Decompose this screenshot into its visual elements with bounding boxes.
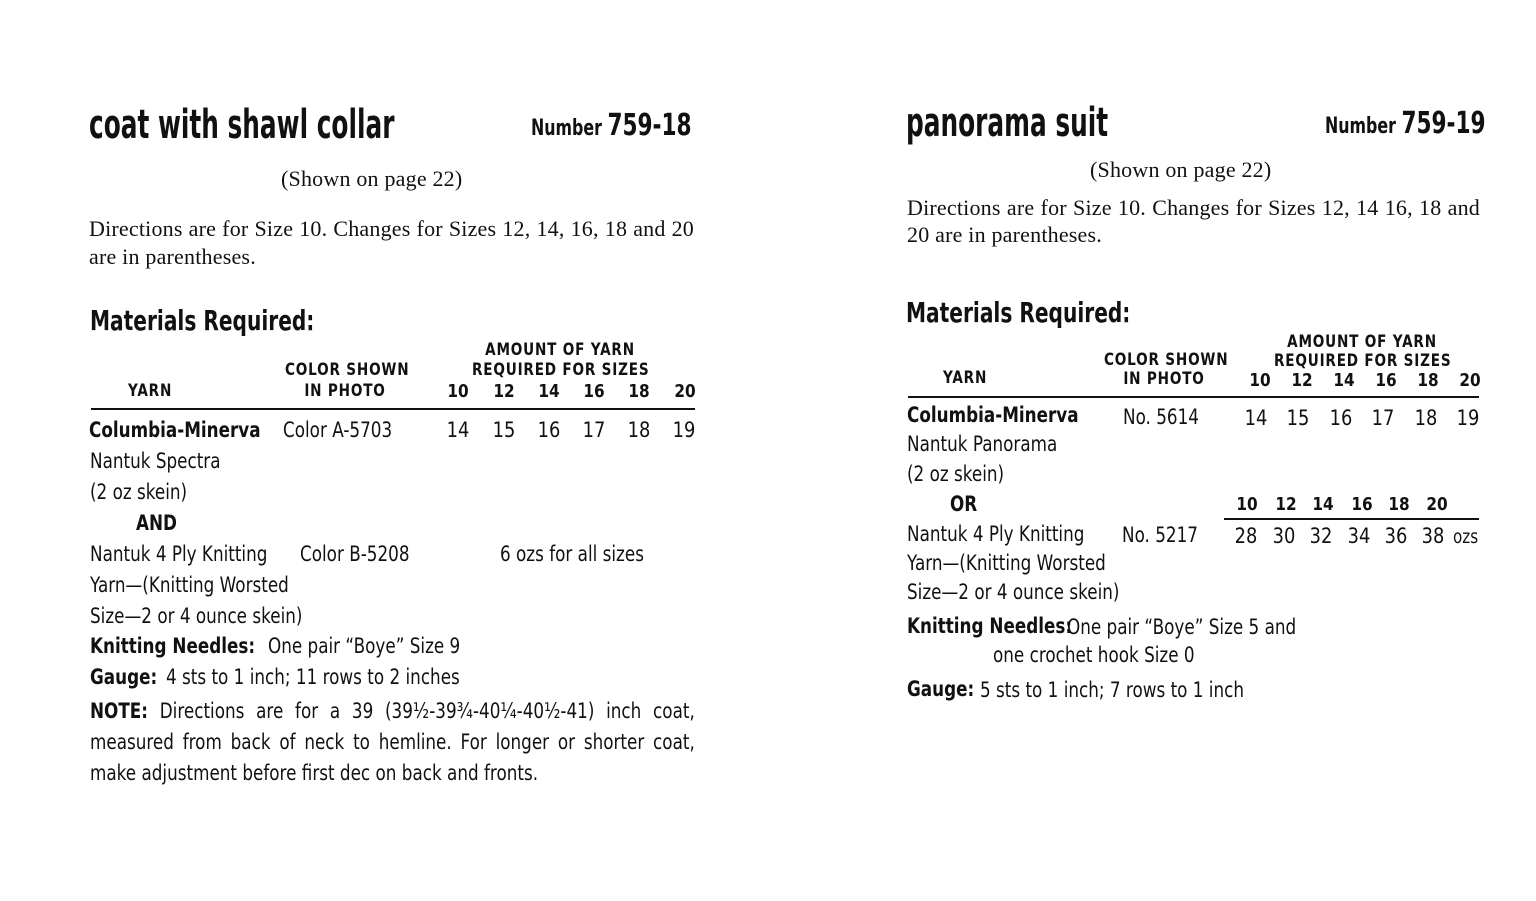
right-size-header: 14: [1333, 370, 1355, 391]
right-size-header: 18: [1417, 370, 1439, 391]
left-needles: [90, 634, 296, 658]
right-or-size-header: 16: [1351, 494, 1373, 515]
right-table-rule: [908, 396, 1479, 398]
right-or-label: OR: [950, 492, 978, 516]
right-or-size-header: 14: [1312, 494, 1334, 515]
left-pattern-title: coat with shawl collar: [89, 102, 395, 148]
right-row2-amount: 36: [1384, 524, 1408, 548]
right-row1-amount: 14: [1244, 406, 1268, 430]
left-row1-amount: 16: [537, 418, 561, 442]
right-size-header: 16: [1375, 370, 1397, 391]
left-gauge-label: Gauge:: [90, 665, 158, 689]
left-materials-heading: Materials Required:: [90, 304, 315, 337]
right-needles-text-line2: one crochet hook Size 0: [993, 643, 1195, 667]
right-amount-line1: AMOUNT OF YARN: [1287, 332, 1437, 352]
right-row1-color: No. 5614: [1123, 405, 1199, 429]
right-row2-amount: 34: [1347, 524, 1371, 548]
left-col-yarn: YARN: [128, 381, 173, 401]
right-row1-amount: 17: [1371, 406, 1395, 430]
left-row1-amount: 17: [582, 418, 606, 442]
left-row1-yarn-skein: (2 oz skein): [90, 480, 188, 504]
left-note-label: NOTE:: [90, 699, 148, 723]
right-or-size-header: 10: [1236, 494, 1258, 515]
right-size-header: 20: [1459, 370, 1481, 391]
right-row1-amount: 18: [1414, 406, 1438, 430]
right-pattern-title: panorama suit: [906, 100, 1109, 146]
left-and-label: AND: [136, 511, 178, 535]
right-size-header: 12: [1291, 370, 1313, 391]
left-gauge-text: 4 sts to 1 inch; 11 rows to 2 inches: [166, 665, 460, 689]
right-row2-amount: 28: [1234, 524, 1258, 548]
left-row1-yarn-name: Nantuk Spectra: [90, 449, 221, 473]
left-note: [90, 696, 695, 789]
left-row1-amount: 14: [446, 418, 470, 442]
right-row2-unit: ozs: [1453, 526, 1479, 548]
right-col-color-line1: COLOR SHOWN: [1104, 350, 1229, 370]
right-or-size-header: 12: [1275, 494, 1297, 515]
right-or-rule: [1224, 518, 1479, 520]
right-size-header: 10: [1249, 370, 1271, 391]
right-or-size-header: 18: [1388, 494, 1410, 515]
left-row2-yarn-size: Size—2 or 4 ounce skein): [90, 604, 303, 628]
right-amount-line2: REQUIRED FOR SIZES: [1274, 351, 1452, 371]
right-or-size-header: 20: [1426, 494, 1448, 515]
left-size-header: 20: [674, 381, 696, 402]
left-needles-label: Knitting Needles:: [90, 634, 256, 658]
right-gauge-label: Gauge:: [907, 677, 975, 701]
left-row2-amount: 6 ozs for all sizes: [500, 542, 644, 566]
left-size-header: 16: [583, 381, 605, 402]
left-row1-yarn-brand: Columbia-Minerva: [89, 418, 261, 442]
left-size-header: 18: [628, 381, 650, 402]
right-row2-amount: 32: [1309, 524, 1333, 548]
right-row1-amount: 19: [1456, 406, 1480, 430]
left-size-header: 12: [493, 381, 515, 402]
left-needles-text: One pair “Boye” Size 9: [268, 634, 461, 658]
right-row2-yarn-name: Nantuk 4 Ply Knitting: [907, 522, 1085, 546]
left-col-color-line2: IN PHOTO: [304, 381, 386, 401]
right-shown-on: (Shown on page 22): [1090, 157, 1272, 182]
right-row2-amount: 30: [1272, 524, 1296, 548]
left-size-header: 10: [447, 381, 469, 402]
left-row1-amount: 15: [492, 418, 516, 442]
right-row1-yarn-skein: (2 oz skein): [907, 462, 1005, 486]
right-gauge-text: 5 sts to 1 inch; 7 rows to 1 inch: [980, 678, 1245, 702]
right-number-value: 759-19: [1401, 106, 1486, 141]
right-number-label: Number: [1325, 114, 1396, 139]
left-row2-yarn-type: Yarn—(Knitting Worsted: [90, 573, 289, 597]
right-col-color-line2: IN PHOTO: [1123, 369, 1205, 389]
right-row1-yarn-brand: Columbia-Minerva: [907, 403, 1079, 427]
left-amount-line1: AMOUNT OF YARN: [485, 340, 635, 360]
right-directions: Directions are for Size 10. Changes for Sizes 12, 14 16, 18 and 20 are in parentheses.: [907, 195, 1480, 247]
right-needles-text-line1: One pair “Boye” Size 5 and: [1067, 615, 1297, 639]
right-row1-yarn-name: Nantuk Panorama: [907, 432, 1058, 456]
right-row2-yarn-size: Size—2 or 4 ounce skein): [907, 580, 1120, 604]
left-number-label: Number: [531, 116, 602, 141]
right-materials-heading: Materials Required:: [906, 296, 1131, 329]
right-row1-amount: 16: [1329, 406, 1353, 430]
right-needles-label: Knitting Needles:: [907, 614, 1073, 638]
right-row1-amount: 15: [1286, 406, 1310, 430]
left-col-color-line1: COLOR SHOWN: [285, 360, 410, 380]
left-table-rule: [91, 408, 695, 410]
right-pattern-number: [1325, 106, 1486, 141]
right-row2-yarn-type: Yarn—(Knitting Worsted: [907, 551, 1106, 575]
left-row1-amount: 19: [672, 418, 696, 442]
left-row1-amount: 18: [627, 418, 651, 442]
right-row2-amount: 38: [1421, 524, 1445, 548]
left-row1-color: Color A-5703: [283, 418, 393, 442]
left-note-text: Directions are for a 39 (39½-39¾-40¼-40½-41) inch coat, measured from back of neck to hemline. For longer or shorter coat, make adjustment before first dec on back and fronts.: [90, 699, 695, 785]
left-row2-yarn-name: Nantuk 4 Ply Knitting: [90, 542, 268, 566]
right-col-yarn: YARN: [943, 368, 988, 388]
left-number-value: 759-18: [607, 108, 692, 143]
right-row2-color: No. 5217: [1122, 523, 1198, 547]
left-directions: Directions are for Size 10. Changes for Sizes 12, 14, 16, 18 and 20 are in parentheses.: [89, 216, 694, 269]
left-amount-line2: REQUIRED FOR SIZES: [472, 360, 650, 380]
left-size-header: 14: [538, 381, 560, 402]
left-shown-on: (Shown on page 22): [281, 166, 463, 191]
left-row2-color: Color B-5208: [300, 542, 410, 566]
left-pattern-number: [531, 108, 692, 143]
